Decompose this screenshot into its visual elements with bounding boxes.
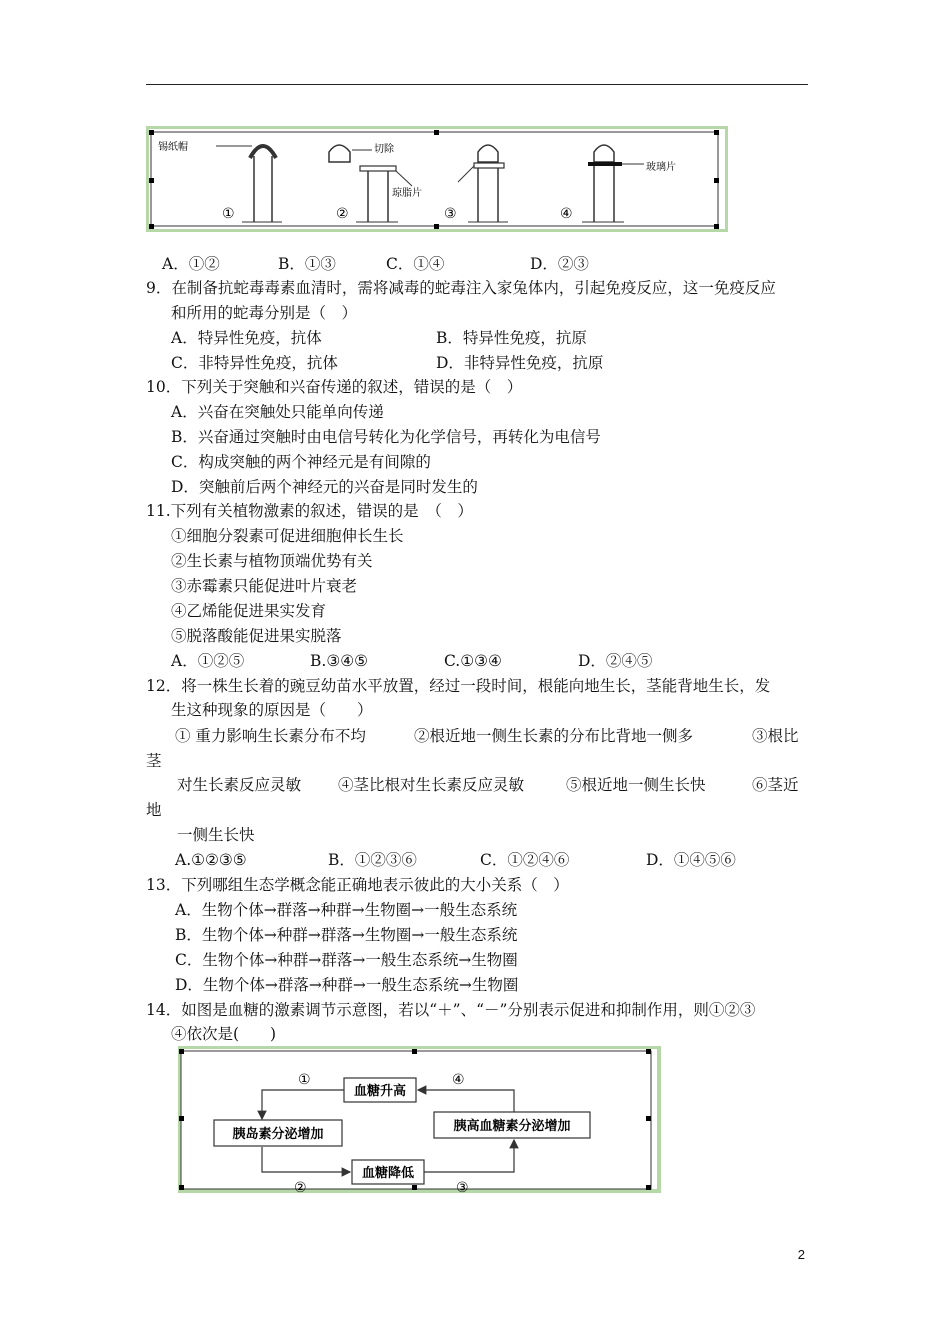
q12-stem-cont: 生这种现象的原因是（ ） — [171, 701, 373, 719]
q12-stem: 12．将一株生长着的豌豆幼苗水平放置，经过一段时间，根能向地生长，茎能背地生长，发 — [146, 677, 771, 695]
diagram-mark-1: ① — [298, 1072, 311, 1088]
mica-label: 玻璃片 — [646, 162, 676, 173]
figure1-number-3: ③ — [444, 206, 457, 222]
box-insulin-label: 胰岛素分泌增加 — [232, 1127, 324, 1142]
q13-option-a: A．生物个体→群落→种群→生物圈→一般生态系统 — [175, 901, 518, 919]
q11-option-d: D．②④⑤ — [578, 652, 653, 670]
q9-stem-cont: 和所用的蛇毒分别是（ ） — [171, 304, 358, 322]
q12-wrap-2: 地 — [146, 801, 162, 819]
header-rule — [146, 84, 808, 85]
q10-option-c: C．构成突触的两个神经元是有间隙的 — [171, 453, 431, 471]
agar-label: 琼脂片 — [392, 188, 422, 199]
diagram-mark-2: ② — [294, 1180, 307, 1194]
q9-option-c: C．非特异性免疫，抗体 — [171, 354, 338, 372]
q13-option-c: C．生物个体→种群→群落→一般生态系统→生物圈 — [175, 951, 518, 969]
q11-item-3: ③赤霉素只能促进叶片衰老 — [171, 577, 358, 595]
q12-reason-5: ⑤根近地一侧生长快 — [566, 776, 706, 794]
q9-option-a: A．特异性免疫，抗体 — [171, 329, 322, 347]
q12-option-a: A.①②③⑤ — [175, 851, 247, 869]
q10-option-d: D．突触前后两个神经元的兴奋是同时发生的 — [171, 478, 478, 496]
q14-stem: 14．如图是血糖的激素调节示意图，若以“＋”、“－”分别表示促进和抑制作用，则①②③ — [146, 1001, 756, 1019]
q13-option-d: D．生物个体→群落→种群→一般生态系统→生物圈 — [175, 976, 519, 994]
glucose-regulation-diagram — [178, 1046, 662, 1194]
q11-item-5: ⑤脱落酸能促进果实脱落 — [171, 627, 342, 645]
q12-reason-4: ④茎比根对生长素反应灵敏 — [338, 776, 525, 794]
q9-option-b: B．特异性免疫，抗原 — [436, 329, 587, 347]
q12-reason-3-cont: 对生长素反应灵敏 — [177, 776, 302, 794]
q11-item-4: ④乙烯能促进果实发育 — [171, 602, 327, 620]
figure1-number-4: ④ — [560, 206, 573, 222]
q11-option-b: B.③④⑤ — [310, 652, 369, 670]
box-glucose-rise-label: 血糖升高 — [353, 1084, 407, 1099]
box-glucose-drop-label: 血糖降低 — [361, 1166, 415, 1181]
q11-item-2: ②生长素与植物顶端优势有关 — [171, 552, 373, 570]
cut-label: 切除 — [374, 144, 394, 155]
figure1-number-1: ① — [222, 206, 235, 222]
q8-option-b: B．①③ — [278, 255, 336, 273]
q14-stem-cont: ④依次是( ) — [171, 1025, 277, 1043]
q10-stem: 10．下列关于突触和兴奋传递的叙述，错误的是（ ） — [146, 378, 523, 396]
q10-option-a: A．兴奋在突触处只能单向传递 — [171, 403, 384, 421]
q12-reason-6: ⑥茎近 — [752, 776, 799, 794]
q8-option-a: A．①② — [162, 255, 220, 273]
q12-reason-3: ③根比 — [752, 727, 799, 745]
q12-option-d: D．①④⑤⑥ — [646, 851, 736, 869]
foil-cap-label: 锡纸帽 — [158, 142, 188, 153]
q11-item-1: ①细胞分裂素可促进细胞伸长生长 — [171, 527, 404, 545]
figure1-number-2: ② — [336, 206, 349, 222]
q12-reason-6-cont: 一侧生长快 — [177, 826, 255, 844]
q12-option-b: B．①②③⑥ — [328, 851, 417, 869]
q11-stem: 11.下列有关植物激素的叙述，错误的是 （ ） — [146, 502, 473, 520]
q13-stem: 13．下列哪组生态学概念能正确地表示彼此的大小关系（ ） — [146, 876, 569, 894]
q10-option-b: B．兴奋通过突触时由电信号转化为化学信号，再转化为电信号 — [171, 428, 601, 446]
coleoptile-figure — [146, 126, 728, 232]
page-number: 2 — [797, 1247, 805, 1262]
q8-option-d: D．②③ — [530, 255, 589, 273]
q13-option-b: B．生物个体→种群→群落→生物圈→一般生态系统 — [175, 926, 518, 944]
q12-wrap-1: 茎 — [146, 752, 162, 770]
box-glucagon-label: 胰高血糖素分泌增加 — [453, 1119, 571, 1134]
q11-option-c: C.①③④ — [444, 652, 502, 670]
q8-option-c: C．①④ — [386, 255, 445, 273]
diagram-mark-4: ④ — [452, 1072, 465, 1088]
q12-reason-1: ① 重力影响生长素分布不均 — [175, 727, 366, 745]
q12-reason-2: ②根近地一侧生长素的分布比背地一侧多 — [414, 727, 694, 745]
q12-option-c: C．①②④⑥ — [480, 851, 570, 869]
q11-option-a: A．①②⑤ — [171, 652, 245, 670]
diagram-mark-3: ③ — [456, 1180, 469, 1194]
q9-option-d: D．非特异性免疫，抗原 — [436, 354, 604, 372]
q9-stem: 9．在制备抗蛇毒毒素血清时，需将减毒的蛇毒注入家兔体内，引起免疫反应，这一免疫反应 — [146, 279, 776, 297]
